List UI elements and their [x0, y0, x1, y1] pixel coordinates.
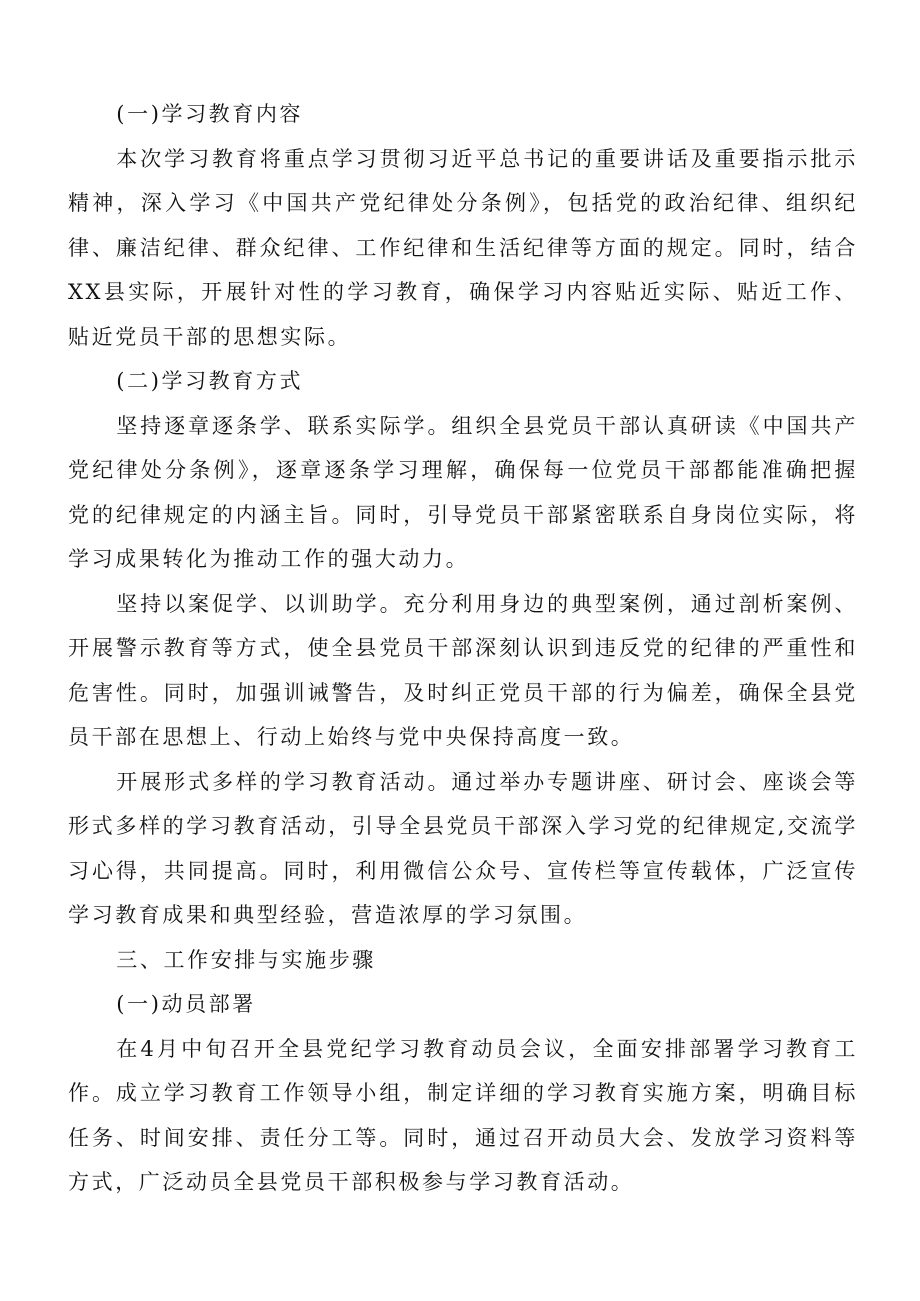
section-heading-work-arrangement: 三、工作安排与实施步骤: [116, 947, 376, 972]
paragraph-study-content: 本次学习教育将重点学习贯彻习近平总书记的重要讲话及重要指示批示精神，深入学习《中国共产党纪律处分条例》，包括党的政治纪律、组织纪律、廉洁纪律、群众纪律、工作纪律和生活纪律等方面的规定。同时，结合XX县实际，开展针对性的学习教育，确保学习内容贴近实际、贴近工作、贴近党员干部的思想实际。: [68, 146, 858, 349]
paragraph-mobilization: 在4月中旬召开全县党纪学习教育动员会议，全面安排部署学习教育工作。成立学习教育工作领导小组，制定详细的学习教育实施方案，明确目标任务、时间安排、责任分工等。同时，通过召开动员大会、发放学习资料等方式，广泛动员全县党员干部积极参与学习教育活动。: [68, 1036, 858, 1194]
paragraph-case-study: 坚持以案促学、以训助学。充分利用身边的典型案例，通过剖析案例、开展警示教育等方式，使全县党员干部深刻认识到违反党的纪律的严重性和危害性。同时，加强训诫警告，及时纠正党员干部的行为偏差，确保全县党员干部在思想上、行动上始终与党中央保持高度一致。: [68, 591, 858, 749]
section-heading-study-method: (二)学习教育方式: [116, 369, 304, 393]
section-heading-mobilization: (一)动员部署: [116, 992, 256, 1016]
document-body: [68, 92, 858, 1205]
paragraph-activities: 开展形式多样的学习教育活动。通过举办专题讲座、研讨会、座谈会等形式多样的学习教育活动，引导全县党员干部深入学习党的纪律规定,交流学习心得，共同提高。同时，利用微信公众号、宣传栏等宣传载体，广泛宣传学习教育成果和典型经验，营造浓厚的学习氛围。: [68, 769, 858, 927]
paragraph-chapter-study: 坚持逐章逐条学、联系实际学。组织全县党员干部认真研读《中国共产党纪律处分条例》，逐章逐条学习理解，确保每一位党员干部都能准确把握党的纪律规定的内涵主旨。同时，引导党员干部紧密联系自身岗位实际，将学习成果转化为推动工作的强大动力。: [68, 413, 858, 571]
section-heading-study-content: (一)学习教育内容: [116, 102, 304, 126]
